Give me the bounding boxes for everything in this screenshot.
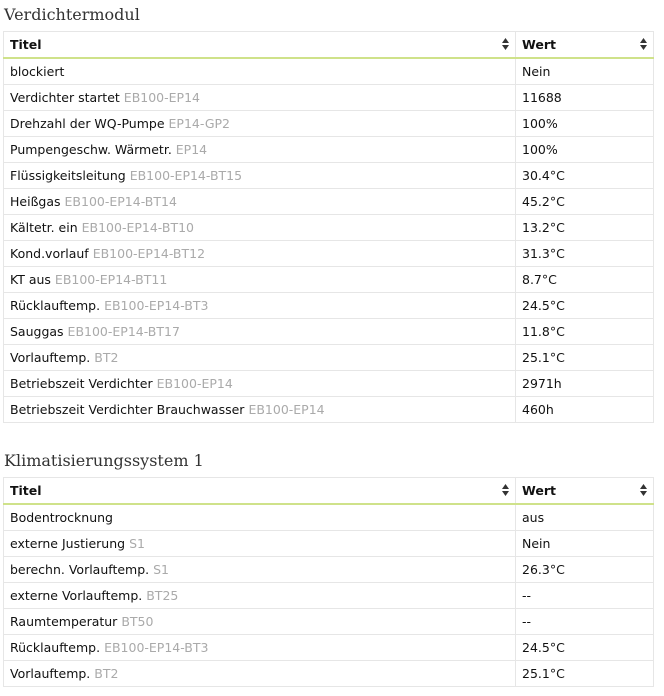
row-value: 26.3°C: [522, 562, 565, 577]
row-title-cell: [4, 267, 516, 293]
row-code: BT25: [146, 588, 179, 603]
row-label: berechn. Vorlauftemp.: [10, 562, 150, 577]
table-row: [4, 85, 654, 111]
table-row: [4, 661, 654, 687]
row-code: EB100-EP14: [248, 402, 325, 417]
table-verdichtermodul: [3, 31, 654, 423]
row-value: 100%: [522, 142, 558, 157]
table-row: [4, 241, 654, 267]
row-value: Nein: [522, 536, 551, 551]
table-row: [4, 293, 654, 319]
row-code: EB100-EP14-BT3: [104, 298, 209, 313]
sort-icon: [502, 38, 509, 50]
table-row: [4, 397, 654, 423]
row-label: Pumpengeschw. Wärmetr.: [10, 142, 172, 157]
table-row: [4, 609, 654, 635]
row-title-cell: [4, 661, 516, 687]
column-header-wert[interactable]: [516, 32, 654, 59]
row-label: Sauggas: [10, 324, 64, 339]
table-row: [4, 531, 654, 557]
table-row: [4, 504, 654, 531]
row-value-cell: [516, 111, 654, 137]
row-value-cell: [516, 661, 654, 687]
row-label: blockiert: [10, 64, 65, 79]
column-header-titel-label: Titel: [10, 483, 42, 498]
row-code: EB100-EP14: [123, 90, 200, 105]
row-value-cell: [516, 215, 654, 241]
row-value-cell: [516, 504, 654, 531]
table-row: [4, 345, 654, 371]
row-code: EB100-EP14-BT17: [67, 324, 180, 339]
row-value: 100%: [522, 116, 558, 131]
table-row: [4, 163, 654, 189]
table-row: [4, 635, 654, 661]
row-label: Betriebszeit Verdichter: [10, 376, 153, 391]
sort-icon: [640, 484, 647, 496]
row-code: EB100-EP14-BT15: [129, 168, 243, 183]
row-value-cell: [516, 137, 654, 163]
row-code: EB100-EP14-BT3: [104, 640, 209, 655]
table-klimatisierungssystem: [3, 477, 654, 687]
row-code: S1: [129, 536, 145, 551]
sort-icon: [640, 38, 647, 50]
row-value: --: [522, 614, 532, 629]
row-value: 30.4°C: [522, 168, 565, 183]
row-value: Nein: [522, 64, 551, 79]
row-value-cell: [516, 609, 654, 635]
row-value: 13.2°C: [522, 220, 565, 235]
row-value: --: [522, 588, 532, 603]
table-row: [4, 557, 654, 583]
row-value: 11688: [522, 90, 562, 105]
row-value-cell: [516, 163, 654, 189]
column-header-titel[interactable]: [4, 32, 516, 59]
table-row: [4, 319, 654, 345]
row-code: BT2: [94, 350, 119, 365]
row-title-cell: [4, 345, 516, 371]
column-header-wert-label: Wert: [522, 483, 556, 498]
row-value-cell: [516, 557, 654, 583]
row-title-cell: [4, 189, 516, 215]
sort-icon: [502, 484, 509, 496]
row-title-cell: [4, 293, 516, 319]
row-value: 11.8°C: [522, 324, 565, 339]
row-value: 460h: [522, 402, 554, 417]
row-label: Rücklauftemp.: [10, 640, 101, 655]
row-title-cell: [4, 58, 516, 85]
row-value: 2971h: [522, 376, 562, 391]
row-value: 31.3°C: [522, 246, 565, 261]
row-label: Betriebszeit Verdichter Brauchwasser: [10, 402, 245, 417]
row-value: 8.7°C: [522, 272, 557, 287]
row-value-cell: [516, 397, 654, 423]
row-code: S1: [153, 562, 169, 577]
row-code: EB100-EP14-BT12: [92, 246, 206, 261]
table-row: [4, 371, 654, 397]
row-value-cell: [516, 319, 654, 345]
row-label: KT aus: [10, 272, 51, 287]
row-value: 45.2°C: [522, 194, 565, 209]
row-label: externe Vorlauftemp.: [10, 588, 143, 603]
row-title-cell: [4, 557, 516, 583]
row-value: 24.5°C: [522, 640, 565, 655]
row-value-cell: [516, 635, 654, 661]
row-title-cell: [4, 319, 516, 345]
column-header-wert-label: Wert: [522, 37, 556, 52]
table-row: [4, 189, 654, 215]
row-label: Bodentrocknung: [10, 510, 113, 525]
row-value: aus: [522, 510, 545, 525]
row-title-cell: [4, 111, 516, 137]
row-title-cell: [4, 241, 516, 267]
row-label: Drehzahl der WQ-Pumpe: [10, 116, 165, 131]
table-row: [4, 215, 654, 241]
row-title-cell: [4, 583, 516, 609]
row-title-cell: [4, 504, 516, 531]
row-code: EB100-EP14-BT11: [54, 272, 168, 287]
row-label: Flüssigkeitsleitung: [10, 168, 126, 183]
row-value-cell: [516, 531, 654, 557]
row-label: Heißgas: [10, 194, 61, 209]
row-code: EP14-GP2: [168, 116, 231, 131]
row-label: Vorlauftemp.: [10, 350, 91, 365]
section-title-verdichtermodul: Verdichtermodul: [4, 5, 140, 24]
table-row: [4, 137, 654, 163]
row-value-cell: [516, 85, 654, 111]
row-value-cell: [516, 371, 654, 397]
row-value-cell: [516, 189, 654, 215]
row-title-cell: [4, 137, 516, 163]
row-label: Kond.vorlauf: [10, 246, 89, 261]
table-header-row: [4, 32, 654, 59]
table-row: [4, 111, 654, 137]
row-code: BT2: [94, 666, 119, 681]
row-title-cell: [4, 215, 516, 241]
row-title-cell: [4, 531, 516, 557]
table-header-row: [4, 478, 654, 505]
row-value: 25.1°C: [522, 666, 565, 681]
table-row: [4, 267, 654, 293]
row-code: EB100-EP14: [156, 376, 233, 391]
row-label: Rücklauftemp.: [10, 298, 101, 313]
row-code: EB100-EP14-BT14: [64, 194, 177, 209]
row-title-cell: [4, 635, 516, 661]
row-label: Raumtemperatur: [10, 614, 118, 629]
row-value: 24.5°C: [522, 298, 565, 313]
row-title-cell: [4, 371, 516, 397]
column-header-wert[interactable]: [516, 478, 654, 505]
row-code: BT50: [121, 614, 154, 629]
row-value-cell: [516, 345, 654, 371]
row-label: Kältetr. ein: [10, 220, 78, 235]
row-label: Verdichter startet: [10, 90, 120, 105]
section-title-klimatisierungssystem: Klimatisierungssystem 1: [4, 451, 204, 470]
row-value-cell: [516, 293, 654, 319]
row-title-cell: [4, 163, 516, 189]
row-value-cell: [516, 267, 654, 293]
row-code: EP14: [175, 142, 208, 157]
table-row: [4, 58, 654, 85]
row-value: 25.1°C: [522, 350, 565, 365]
row-code: EB100-EP14-BT10: [81, 220, 194, 235]
column-header-titel-label: Titel: [10, 37, 42, 52]
row-label: externe Justierung: [10, 536, 126, 551]
row-title-cell: [4, 397, 516, 423]
row-value-cell: [516, 241, 654, 267]
row-title-cell: [4, 85, 516, 111]
row-value-cell: [516, 58, 654, 85]
row-title-cell: [4, 609, 516, 635]
row-value-cell: [516, 583, 654, 609]
column-header-titel[interactable]: [4, 478, 516, 505]
row-label: Vorlauftemp.: [10, 666, 91, 681]
table-row: [4, 583, 654, 609]
